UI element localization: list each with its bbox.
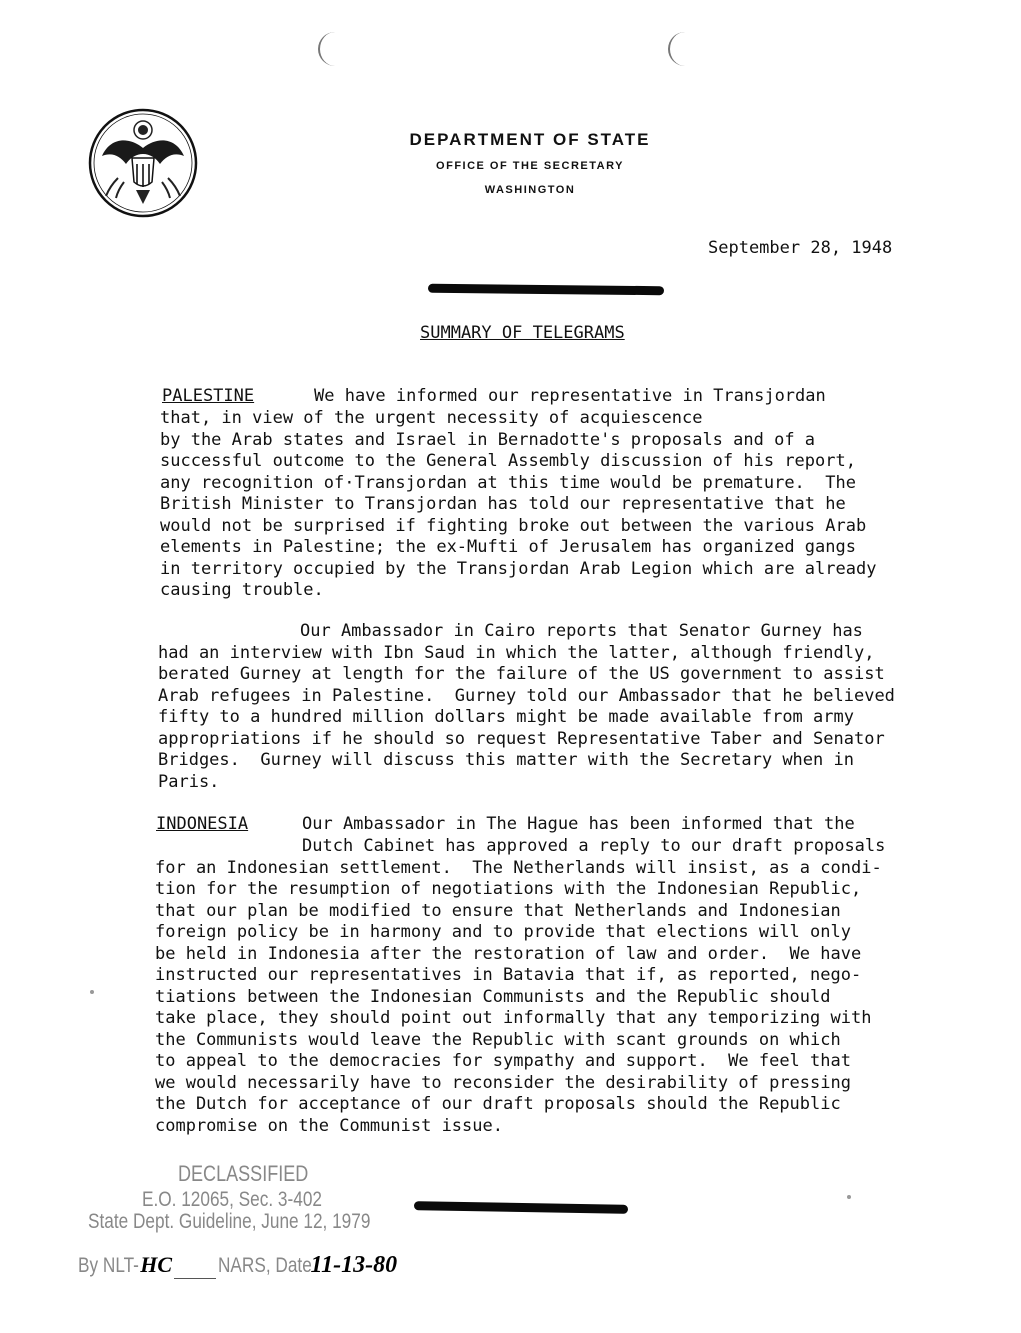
signature-underline	[174, 1278, 216, 1279]
declassified-stamp-by-line	[78, 1252, 397, 1279]
paper-speck	[90, 990, 94, 994]
declassified-stamp-guideline: State Dept. Guideline, June 12, 1979	[88, 1210, 371, 1233]
section-heading-palestine: PALESTINE	[162, 386, 255, 406]
palestine-paragraph-1: that, in view of the urgent necessity of acquiescence by the Arab states and Israel in Bernadotte's proposals and of a successful outcome to the General Assembly discussion of his report, any recognition of·Transjordan at this time would be premature. The British Minister to Transjordan has told our representative that he would not be surprised if fighting broke out between the various Arab elements in Palestine; the ex-Mufti of Jerusalem has organized gangs in territory occupied by the Transjordan Arab Legion which are already causing trouble.	[160, 408, 877, 600]
stamp-by-prefix: By NLT-	[78, 1254, 139, 1277]
palestine-paragraph-2: Our Ambassador in Cairo reports that Senator Gurney has had an interview with Ibn Saud in which the latter, although friendly, berated Gurney at length for the failure of the US government to assist Arab refugees in Palestine. Gurney told our Ambassador that he believed fifty to a hundred million dollars might be made available from army appropriations if he should so request Representative Taber and Senator Bridges. Gurney will discuss this matter with the Secretary when in Paris.	[158, 621, 895, 792]
declassified-stamp-heading: DECLASSIFIED	[178, 1161, 309, 1186]
office-name: OFFICE OF THE SECRETARY	[436, 160, 624, 172]
handwritten-date: 11-13-80	[310, 1252, 398, 1278]
paper-speck	[847, 1195, 851, 1199]
punch-hole-right	[668, 32, 692, 66]
document-title: SUMMARY OF TELEGRAMS	[420, 323, 625, 343]
indonesia-paragraph-first-line: Our Ambassador in The Hague has been informed that the	[302, 814, 855, 834]
letter-date: September 28, 1948	[708, 238, 893, 258]
great-seal-icon	[88, 108, 198, 218]
classification-redaction-top	[428, 284, 664, 295]
punch-hole-left	[318, 32, 342, 66]
indonesia-paragraph: Dutch Cabinet has approved a reply to our draft proposals for an Indonesian settlement. The Netherlands will insist, as a condi- tion for the resumption of negotiations with the Indonesian Republic, that our plan be modified to ensure that Netherlands and Indonesian foreign policy be in harmony and to provide that elections will only be held in Indonesia after the restoration of law and order. We have instructed our representatives in Batavia that if, as reported, nego- tiations between the Indonesian Communists and the Republic should take place, they should point out informally that any temporizing with the Communists would leave the Republic with scant grounds on which to appeal to the democracies for sympathy and support. We feel that we would necessarily have to reconsider the desirability of pressing the Dutch for acceptance of our draft proposals should the Republic compromise on the Communist issue.	[155, 836, 886, 1136]
department-name: DEPARTMENT OF STATE	[409, 130, 651, 149]
city-name: WASHINGTON	[484, 184, 576, 196]
declassified-stamp-authority: E.O. 12065, Sec. 3-402	[142, 1188, 322, 1211]
handwritten-initials: HC	[140, 1252, 173, 1277]
section-heading-indonesia: INDONESIA	[156, 814, 249, 834]
palestine-paragraph-1-first-line: We have informed our representative in Transjordan	[314, 386, 826, 406]
stamp-nars-date: NARS, Date	[218, 1254, 312, 1277]
classification-redaction-bottom	[414, 1201, 628, 1214]
